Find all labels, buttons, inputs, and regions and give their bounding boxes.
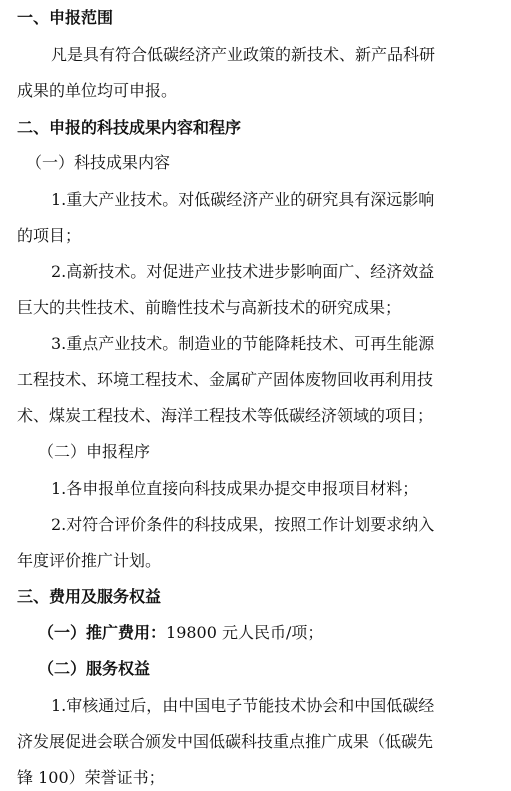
sub-1-item-line-6: 工程技术、环境工程技术、金属矿产固体废物回收再利用技: [17, 370, 434, 389]
sub-1-item-line-4: 巨大的共性技术、前瞻性技术与高新技术的研究成果；: [17, 298, 402, 317]
section-1-heading: 一、申报范围: [17, 8, 114, 27]
sub-2-item-line-3: 年度评价推广计划。: [17, 551, 162, 570]
section-1-paragraph-line-1: 凡是具有符合低碳经济产业政策的新技术、新产品科研: [51, 45, 436, 64]
fee-line: [38, 622, 511, 644]
section-3-sub-2-title: （二）服务权益: [38, 659, 151, 678]
fee-label: （一）推广费用：: [38, 623, 167, 642]
section-2-heading: 二、申报的科技成果内容和程序: [17, 118, 242, 137]
sub-2-item-line-2: 2.对符合评价条件的科技成果，按照工作计划要求纳入: [51, 515, 435, 534]
section-3-heading: 三、费用及服务权益: [17, 587, 162, 606]
rights-item-line-2: 济发展促进会联合颁发中国低碳科技重点推广成果（低碳先: [17, 732, 434, 751]
rights-item-line-1: 1.审核通过后，由中国电子节能技术协会和中国低碳经: [51, 696, 435, 715]
section-1-paragraph-line-2: 成果的单位均可申报。: [17, 81, 178, 100]
sub-1-item-line-5: 3.重点产业技术。制造业的节能降耗技术、可再生能源: [51, 334, 435, 353]
sub-1-item-line-3: 2.高新技术。对促进产业技术进步影响面广、经济效益: [51, 262, 435, 281]
section-2-sub-2-title: （二）申报程序: [38, 442, 151, 461]
fee-value: 19800 元人民币/项；: [166, 623, 324, 642]
sub-1-item-line-7: 术、煤炭工程技术、海洋工程技术等低碳经济领域的项目；: [17, 406, 434, 425]
section-2-sub-1-title: （一）科技成果内容: [26, 153, 171, 172]
sub-2-item-line-1: 1.各申报单位直接向科技成果办提交申报项目材料；: [51, 479, 419, 498]
sub-1-item-line-2: 的项目；: [17, 226, 82, 245]
sub-1-item-line-1: 1.重大产业技术。对低碳经济产业的研究具有深远影响: [51, 190, 435, 209]
rights-item-line-3: 锋 100）荣誉证书；: [17, 768, 165, 787]
